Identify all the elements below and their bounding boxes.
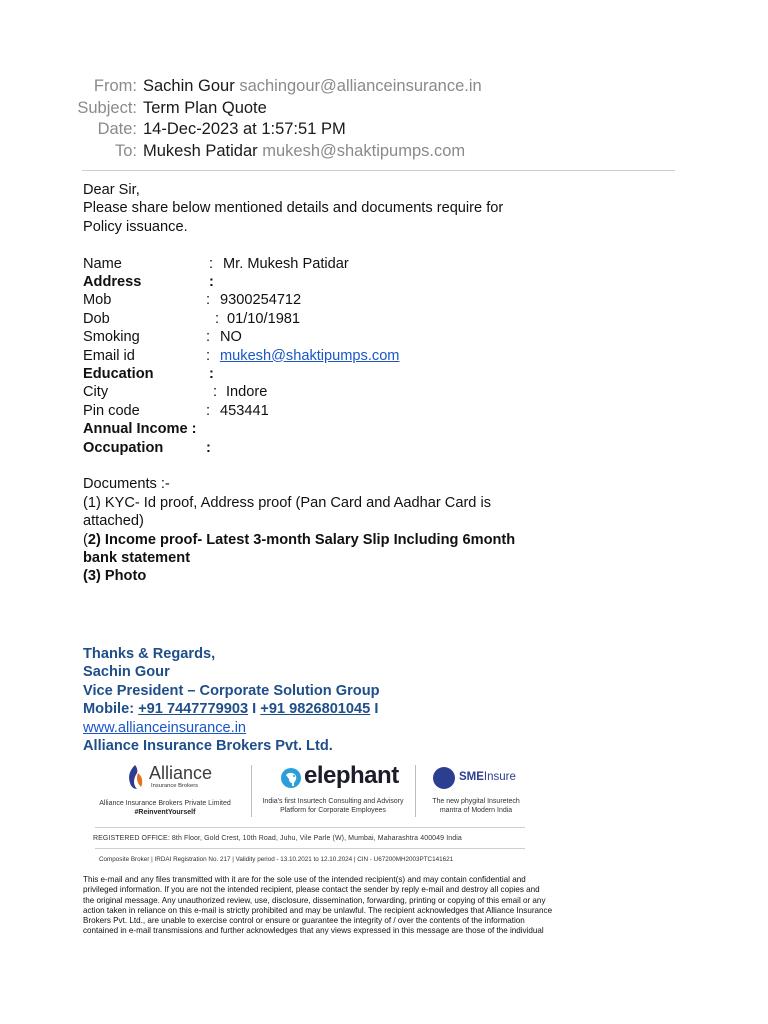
legal-disclaimer: This e-mail and any files transmitted with it are for the sole use of the intended recipient(s) and may contain confidential and privileged information. If you are not the intended recipient, please contact the sender by reply e-mail and destroy all copies and the original message. Any unauthorized review, use, disclosure, dissemination, forwarding, printing or copying of this email or any action taken in reliance on this e-mail is strictly prohibited and may be unlawful. The recipient acknowledges that Alliance Insurance Brokers Pvt. Ltd., are unable to exercise control or ensure or guarantee the integrity of / over the contents of the information contained in e-mail transmissions and further acknowledges that any views expressed in this message are those of the individual xyxy=(83,875,553,936)
field-label: Occupation xyxy=(83,439,164,456)
banner-divider xyxy=(251,765,252,817)
alliance-name: Alliance xyxy=(149,763,213,783)
email-body xyxy=(83,181,703,586)
email-link[interactable]: mukesh@shaktipumps.com xyxy=(220,347,400,364)
field-row-dob xyxy=(83,310,703,328)
field-value: NO xyxy=(220,329,242,346)
subject-label: Subject: xyxy=(77,98,137,117)
to-row xyxy=(0,141,768,163)
alliance-full-name: Alliance Insurance Brokers Private Limited xyxy=(99,800,231,807)
field-value: Indore xyxy=(226,384,268,401)
field-row-occupation xyxy=(83,439,703,457)
sme-name: SMEInsure xyxy=(459,771,516,783)
document-2: (2) Income proof- Latest 3-month Salary Slip Including 6month xyxy=(83,531,516,548)
signature-mobile: Mobile: +91 7447779903 I +91 9826801045 I xyxy=(83,701,379,718)
from-label: From: xyxy=(93,77,137,95)
field-colon: : xyxy=(206,329,211,346)
to-name: Mukesh Patidar xyxy=(143,141,258,160)
field-value: 01/10/1981 xyxy=(227,310,301,327)
field-colon: : xyxy=(209,255,214,272)
greeting: Dear Sir, xyxy=(83,182,140,198)
field-row-smoking xyxy=(83,328,703,346)
field-row-address xyxy=(83,273,703,291)
signature-company: Alliance Insurance Brokers Pvt. Ltd. xyxy=(83,738,333,755)
sme-column xyxy=(417,757,535,825)
email-header xyxy=(0,76,768,162)
date-value: 14-Dec-2023 at 1:57:51 PM xyxy=(143,120,346,138)
field-value: Mr. Mukesh Patidar xyxy=(223,255,349,272)
field-row-mob xyxy=(83,291,703,309)
field-colon: : xyxy=(206,292,211,309)
field-colon: : xyxy=(209,274,214,290)
phone-link-2[interactable]: +91 9826801045 xyxy=(260,701,371,718)
banner-rule xyxy=(95,827,525,828)
document-3: (3) Photo xyxy=(83,568,147,585)
document-1-cont: attached) xyxy=(83,513,144,530)
phone-link-1[interactable]: +91 7447779903 xyxy=(138,701,249,718)
alliance-tagline: #ReinventYourself xyxy=(134,809,196,816)
elephant-icon xyxy=(279,767,303,789)
field-colon: : xyxy=(206,347,211,364)
field-label: Pin code xyxy=(83,402,140,419)
from-email[interactable]: sachingour@allianceinsurance.in xyxy=(239,77,482,95)
sme-desc-1: The new phygital Insuretech xyxy=(432,798,520,805)
signature-name: Sachin Gour xyxy=(83,664,170,681)
field-row-annual-income xyxy=(83,420,703,438)
elephant-column xyxy=(253,757,413,825)
signature-block xyxy=(83,645,380,755)
field-row-education xyxy=(83,365,703,383)
field-label: Education xyxy=(83,365,154,382)
field-label: City xyxy=(83,384,109,401)
banner-divider xyxy=(415,765,416,817)
field-label: Annual Income : xyxy=(83,421,197,438)
website-link[interactable]: www.allianceinsurance.in xyxy=(83,719,247,736)
field-value: 9300254712 xyxy=(220,292,302,309)
intro-line-2: Policy issuance. xyxy=(83,218,188,235)
field-row-email xyxy=(83,347,703,365)
header-divider xyxy=(82,170,675,171)
field-colon: : xyxy=(213,384,218,401)
field-colon: : xyxy=(209,365,214,382)
signature-title: Vice President – Corporate Solution Group xyxy=(83,682,380,699)
elephant-desc-1: India's first Insurtech Consulting and Advisory xyxy=(262,798,404,805)
date-row xyxy=(0,119,768,141)
field-colon: : xyxy=(206,439,211,456)
field-row-pincode xyxy=(83,402,703,420)
documents-heading: Documents :- xyxy=(83,476,170,493)
field-label: Dob xyxy=(83,310,110,327)
registered-office: REGISTERED OFFICE: 8th Floor, Gold Crest, 10th Road, Juhu, Vile Parle (W), Mumbai, Maharashtra 400049 India xyxy=(93,835,462,842)
banner-rule xyxy=(95,848,525,849)
field-colon: : xyxy=(206,402,211,419)
to-email[interactable]: mukesh@shaktipumps.com xyxy=(262,141,466,160)
field-label: Address xyxy=(83,274,142,290)
sme-icon xyxy=(433,767,455,789)
company-banner xyxy=(85,757,535,867)
elephant-name: elephant xyxy=(304,762,399,789)
field-row-city xyxy=(83,383,703,401)
composite-broker-info: Composite Broker | IRDAI Registration No. 217 | Validity period - 13.10.2021 to 12.10.2024 | CIN - U67200MH2003PTC141621 xyxy=(99,856,454,863)
field-label: Smoking xyxy=(83,329,140,346)
date-label: Date: xyxy=(97,120,137,138)
field-row-name xyxy=(83,255,703,273)
alliance-flame-icon xyxy=(125,763,145,791)
document-2-cont: bank statement xyxy=(83,549,191,566)
to-label: To: xyxy=(114,141,137,160)
alliance-sub: Insurance Brokers xyxy=(151,783,199,789)
elephant-desc-2: Platform for Corporate Employees xyxy=(280,807,386,814)
field-value: 453441 xyxy=(220,402,269,419)
from-name: Sachin Gour xyxy=(143,77,235,95)
subject-value: Term Plan Quote xyxy=(143,98,267,117)
field-label: Name xyxy=(83,255,122,272)
sme-desc-2: mantra of Modern India xyxy=(439,807,513,814)
from-row xyxy=(0,76,768,98)
document-1: (1) KYC- Id proof, Address proof (Pan Card and Aadhar Card is xyxy=(83,494,492,511)
details-fields xyxy=(83,255,703,457)
alliance-column xyxy=(85,757,245,825)
field-colon: : xyxy=(215,310,220,327)
signature-thanks: Thanks & Regards, xyxy=(83,646,216,662)
intro-line-1: Please share below mentioned details and documents require for xyxy=(83,200,504,217)
field-label: Mob xyxy=(83,292,112,309)
subject-row xyxy=(0,98,768,120)
field-label: Email id xyxy=(83,347,135,364)
documents-list xyxy=(83,475,703,585)
